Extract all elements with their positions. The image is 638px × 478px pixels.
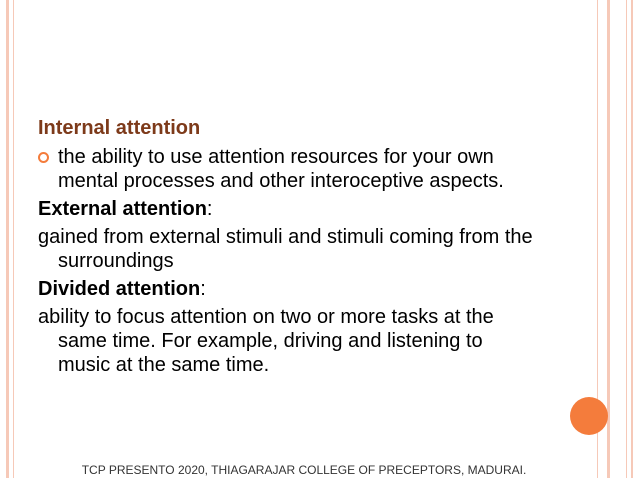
right-stripe-3 [626, 0, 627, 478]
external-colon: : [206, 198, 213, 220]
external-attention-title-row [38, 197, 538, 221]
left-stripe-thin [13, 0, 14, 478]
divided-attention-text: ability to focus attention on two or more tasks at the same time. For example, driving and listening to music at the same time. [38, 306, 494, 376]
divided-attention-title-row [38, 277, 538, 301]
left-stripe-thick [6, 0, 9, 478]
divided-colon: : [200, 278, 206, 300]
external-attention-title: External attention [38, 198, 207, 220]
slide-content [38, 116, 538, 381]
bullet-item [38, 145, 538, 193]
external-attention-text: gained from external stimuli and stimuli coming from the surroundings [38, 226, 533, 272]
decorative-circle [570, 397, 608, 435]
divided-attention-title: Divided attention [38, 278, 201, 300]
slide-footer: TCP PRESENTO 2020, THIAGARAJAR COLLEGE OF PRECEPTORS, MADURAI. [81, 463, 527, 477]
right-stripe-2 [607, 0, 610, 478]
bullet-circle-icon [38, 152, 49, 163]
slide-heading: Internal attention [38, 117, 201, 139]
right-stripe-4 [631, 0, 633, 478]
bullet-text: the ability to use attention resources for your own mental processes and other interoceptive aspects. [58, 146, 504, 192]
